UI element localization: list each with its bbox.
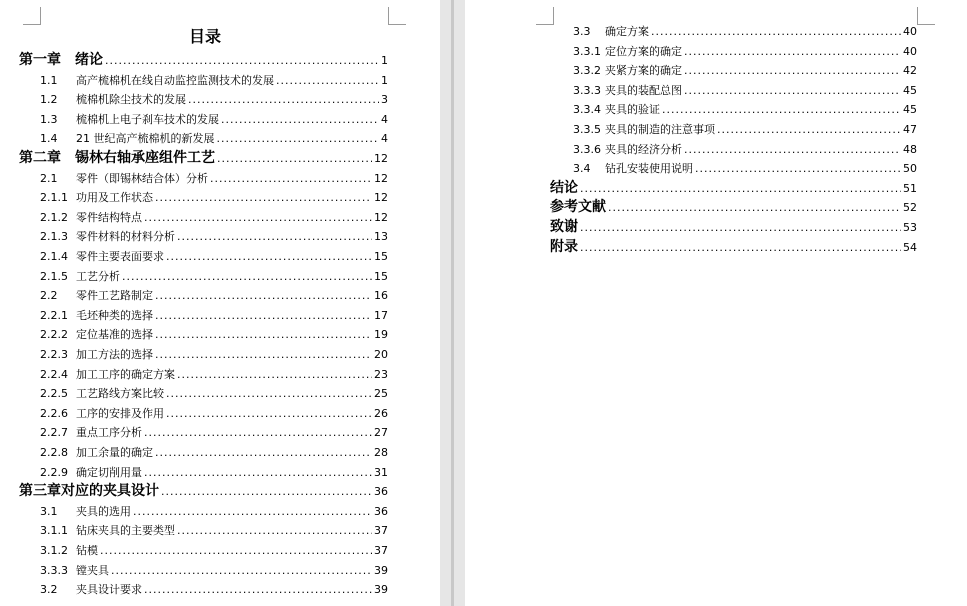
toc-entry[interactable] [19, 148, 388, 168]
toc-entry-number: 3.3.5 [573, 123, 601, 136]
toc-leader-dots [144, 424, 372, 442]
toc-leader-dots [651, 23, 901, 41]
toc-entry-number: 2.2.3 [40, 348, 68, 361]
toc-entry[interactable] [573, 43, 917, 61]
toc-entry[interactable] [573, 141, 917, 159]
toc-page-number: 15 [374, 269, 388, 283]
toc-page-number: 4 [381, 132, 388, 146]
toc-page-number: 51 [903, 181, 917, 195]
toc-leader-dots [608, 198, 901, 218]
toc-entry-text: 梳棉机除尘技术的发展 [76, 93, 186, 107]
toc-page-number: 23 [374, 367, 388, 381]
toc-entry[interactable] [40, 405, 388, 423]
toc-entry-text: 21 世纪高产梳棉机的新发展 [76, 132, 215, 146]
toc-entry-text: 高产梳棉机在线自动监控监测技术的发展 [76, 73, 274, 87]
toc-entry-number: 2.2.8 [40, 446, 68, 459]
toc-entry[interactable] [573, 62, 917, 80]
page-gutter [440, 0, 465, 606]
toc-entry[interactable] [40, 522, 388, 540]
toc-page-right [465, 0, 967, 606]
toc-entry-text: 确定方案 [605, 25, 649, 38]
toc-entry-number: 3.3.3 [40, 563, 68, 577]
toc-entry-text: 绪论 [75, 52, 103, 68]
toc-page-number: 50 [903, 162, 917, 176]
toc-entry-number: 2.2.9 [40, 465, 68, 479]
toc-entry-number: 3.1 [40, 504, 58, 518]
toc-page-number: 48 [903, 142, 917, 156]
toc-page-number: 12 [374, 152, 388, 165]
toc-entry-number: 2.2.6 [40, 406, 68, 420]
toc-entries-right [465, 0, 967, 606]
toc-entry-number: 3.3.3 [573, 83, 601, 97]
toc-entry[interactable] [573, 101, 917, 119]
toc-entry[interactable] [40, 444, 388, 462]
toc-entry-text: 重点工序分析 [76, 426, 142, 440]
toc-page-number: 40 [903, 25, 917, 38]
toc-leader-dots [122, 268, 372, 286]
toc-entry-text: 零件工艺路制定 [76, 289, 153, 303]
toc-leader-dots [695, 160, 901, 178]
toc-leader-dots [177, 228, 372, 246]
toc-entry-text: 功用及工作状态 [76, 191, 153, 205]
toc-entry-text: 参考文献 [550, 199, 606, 216]
toc-entry-text: 零件结构特点 [76, 210, 142, 224]
toc-entry-number: 1.3 [40, 112, 58, 126]
toc-entry[interactable] [40, 581, 388, 599]
toc-entry-number: 2.2.7 [40, 426, 68, 440]
toc-entry-number: 3.4 [573, 162, 591, 176]
toc-entry[interactable] [40, 424, 388, 442]
toc-entry-number: 2.1.1 [40, 191, 68, 205]
toc-page-number: 4 [381, 112, 388, 126]
toc-page-number: 12 [374, 191, 388, 205]
toc-entry-text: 钻孔安装使用说明 [605, 162, 693, 176]
toc-entry-text: 第三章对应的夹具设计 [19, 483, 159, 500]
toc-leader-dots [144, 581, 372, 599]
toc-entry[interactable] [573, 121, 917, 139]
toc-entry[interactable] [19, 50, 388, 70]
toc-entry-text: 夹具的验证 [605, 103, 660, 117]
toc-entry-text: 加工方法的选择 [76, 348, 153, 361]
toc-entry[interactable] [40, 72, 388, 90]
toc-entry[interactable] [40, 268, 388, 286]
toc-page-number: 42 [903, 64, 917, 78]
toc-entry[interactable] [40, 503, 388, 521]
toc-page-number: 12 [374, 210, 388, 224]
toc-page-number: 53 [903, 221, 917, 234]
toc-entry-number: 2.2.5 [40, 387, 68, 401]
toc-entry-number: 3.3.2 [573, 64, 601, 78]
toc-page-number: 1 [381, 73, 388, 87]
toc-title: 目录 [188, 27, 221, 46]
toc-leader-dots [684, 43, 901, 61]
toc-leader-dots [580, 218, 901, 238]
toc-entry-text: 定位基准的选择 [76, 328, 153, 342]
toc-page-number: 25 [374, 387, 388, 401]
toc-entry-text: 零件材料的材料分析 [76, 230, 175, 244]
toc-leader-dots [155, 346, 372, 364]
toc-entry-number: 2.1.3 [40, 230, 68, 244]
toc-entry-number: 2.2.4 [40, 367, 68, 381]
toc-entries-left [0, 0, 440, 606]
toc-leader-dots [684, 141, 901, 159]
toc-entry-number: 3.3.4 [573, 103, 601, 117]
toc-page-number: 45 [903, 103, 917, 117]
toc-entry[interactable] [550, 237, 917, 257]
toc-leader-dots [133, 503, 372, 521]
toc-entry-text: 附录 [550, 238, 578, 255]
toc-leader-dots [177, 366, 372, 384]
toc-entry[interactable] [40, 385, 388, 403]
toc-entry-number: 2.2 [40, 289, 58, 303]
toc-entry-text: 定位方案的确定 [605, 44, 682, 58]
toc-leader-dots [111, 562, 372, 580]
toc-page-number: 13 [374, 230, 388, 244]
toc-entry-text: 锡林右轴承座组件工艺 [75, 150, 215, 166]
toc-page-number: 17 [374, 308, 388, 322]
toc-entry[interactable] [40, 366, 388, 384]
toc-entry[interactable] [19, 481, 388, 501]
toc-leader-dots [580, 238, 901, 258]
toc-entry-text: 镗夹具 [76, 563, 109, 577]
toc-entry-number: 2.2.2 [40, 328, 68, 342]
toc-entry-text: 工艺路线方案比较 [76, 387, 164, 401]
toc-leader-dots [217, 130, 380, 148]
toc-entry[interactable] [40, 209, 388, 227]
toc-page-number: 45 [903, 83, 917, 97]
toc-page-number: 40 [903, 44, 917, 58]
toc-entry-number: 2.1 [40, 171, 58, 185]
toc-entry[interactable] [40, 91, 388, 109]
toc-entry[interactable] [550, 197, 917, 217]
toc-leader-dots [166, 405, 372, 423]
toc-page-number: 1 [381, 54, 388, 67]
toc-entry-number: 1.4 [40, 132, 58, 146]
toc-page-number: 47 [903, 123, 917, 136]
toc-leader-dots [684, 62, 901, 80]
toc-leader-dots [717, 121, 901, 139]
toc-leader-dots [580, 179, 901, 199]
toc-page-number: 54 [903, 240, 917, 254]
toc-page-number: 36 [374, 504, 388, 518]
toc-entry-number: 3.1.1 [40, 524, 68, 538]
toc-entry-text: 夹具的制造的注意事项 [605, 123, 715, 136]
toc-entry[interactable] [40, 562, 388, 580]
toc-entry-text: 夹具的经济分析 [605, 142, 682, 156]
toc-entry[interactable] [550, 178, 917, 198]
toc-entry-text: 钻模 [76, 544, 98, 557]
toc-entry[interactable] [550, 217, 917, 237]
toc-leader-dots [105, 51, 379, 71]
toc-entry[interactable] [40, 170, 388, 188]
toc-page-number: 27 [374, 426, 388, 440]
toc-entry[interactable] [40, 464, 388, 482]
toc-entry[interactable] [573, 23, 917, 41]
toc-entry-number: 3.1.2 [40, 544, 68, 557]
toc-entry-number: 2.1.5 [40, 269, 68, 283]
toc-entry-text: 结论 [550, 179, 578, 196]
toc-leader-dots [144, 464, 372, 482]
toc-entry-text: 钻床夹具的主要类型 [76, 524, 175, 538]
toc-page-number: 20 [374, 348, 388, 361]
toc-entry-text: 确定切削用量 [76, 465, 142, 479]
toc-entry-number: 3.3 [573, 25, 591, 38]
toc-entry-text: 加工工序的确定方案 [76, 367, 175, 381]
toc-entry-number: 1.2 [40, 93, 58, 107]
toc-leader-dots [221, 111, 379, 129]
toc-entry-number: 2.1.2 [40, 210, 68, 224]
toc-entry[interactable] [573, 82, 917, 100]
toc-entry-text: 毛坯种类的选择 [76, 308, 153, 322]
toc-leader-dots [100, 542, 372, 560]
toc-leader-dots [210, 170, 372, 188]
toc-entry[interactable] [40, 130, 388, 148]
toc-entry-text: 加工余量的确定 [76, 446, 153, 459]
toc-leader-dots [166, 385, 372, 403]
toc-entry-number: 1.1 [40, 73, 58, 87]
toc-page-number: 39 [374, 563, 388, 577]
toc-entry[interactable] [40, 542, 388, 560]
toc-page-number: 52 [903, 201, 917, 215]
toc-entry-text: 工艺分析 [76, 269, 120, 283]
toc-entry-text: 夹具的装配总图 [605, 83, 682, 97]
toc-entry-text: 夹紧方案的确定 [605, 64, 682, 78]
toc-page-number: 16 [374, 289, 388, 303]
toc-leader-dots [217, 149, 372, 169]
toc-page-number: 39 [374, 583, 388, 597]
toc-entry-text: 夹具的选用 [76, 504, 131, 518]
toc-leader-dots [155, 307, 372, 325]
toc-page-number: 37 [374, 544, 388, 557]
toc-leader-dots [166, 248, 372, 266]
toc-page-number: 26 [374, 406, 388, 420]
toc-entry-text: 工序的安排及作用 [76, 406, 164, 420]
toc-leader-dots [144, 209, 372, 227]
toc-leader-dots [684, 82, 901, 100]
toc-entry-number: 3.3.1 [573, 44, 601, 58]
toc-entry-text: 零件主要表面要求 [76, 250, 164, 263]
toc-page-number: 19 [374, 328, 388, 342]
toc-entry[interactable] [40, 287, 388, 305]
toc-entry-number: 2.1.4 [40, 250, 68, 263]
toc-entry[interactable] [40, 248, 388, 266]
toc-page-left [0, 0, 440, 606]
toc-entry[interactable] [40, 307, 388, 325]
toc-entry-number: 3.2 [40, 583, 58, 597]
toc-leader-dots [155, 444, 372, 462]
toc-leader-dots [188, 91, 379, 109]
toc-page-number: 31 [374, 465, 388, 479]
toc-page-number: 36 [374, 485, 388, 499]
toc-leader-dots [177, 522, 372, 540]
toc-entry-number: 第二章 [19, 150, 61, 166]
toc-entry[interactable] [40, 326, 388, 344]
toc-leader-dots [155, 326, 372, 344]
toc-leader-dots [662, 101, 901, 119]
toc-page-number: 37 [374, 524, 388, 538]
toc-entry[interactable] [573, 160, 917, 178]
toc-entry-text: 致谢 [550, 219, 578, 235]
toc-leader-dots [155, 287, 372, 305]
toc-entry-text: 零件（即锡林结合体）分析 [76, 171, 208, 185]
toc-entry[interactable] [40, 346, 388, 364]
toc-entry[interactable] [40, 111, 388, 129]
toc-entry-number: 2.2.1 [40, 308, 68, 322]
toc-page-number: 3 [381, 93, 388, 107]
toc-entry-text: 梳棉机上电子刹车技术的发展 [76, 112, 219, 126]
toc-entry[interactable] [40, 228, 388, 246]
toc-page-number: 15 [374, 250, 388, 263]
toc-entry-text: 夹具设计要求 [76, 583, 142, 597]
toc-leader-dots [276, 72, 379, 90]
toc-entry[interactable] [40, 189, 388, 207]
toc-leader-dots [161, 482, 372, 502]
toc-entry-number: 第一章 [19, 52, 61, 68]
toc-entry-number: 3.3.6 [573, 142, 601, 156]
toc-page-number: 12 [374, 171, 388, 185]
toc-page-number: 28 [374, 446, 388, 459]
toc-leader-dots [155, 189, 372, 207]
